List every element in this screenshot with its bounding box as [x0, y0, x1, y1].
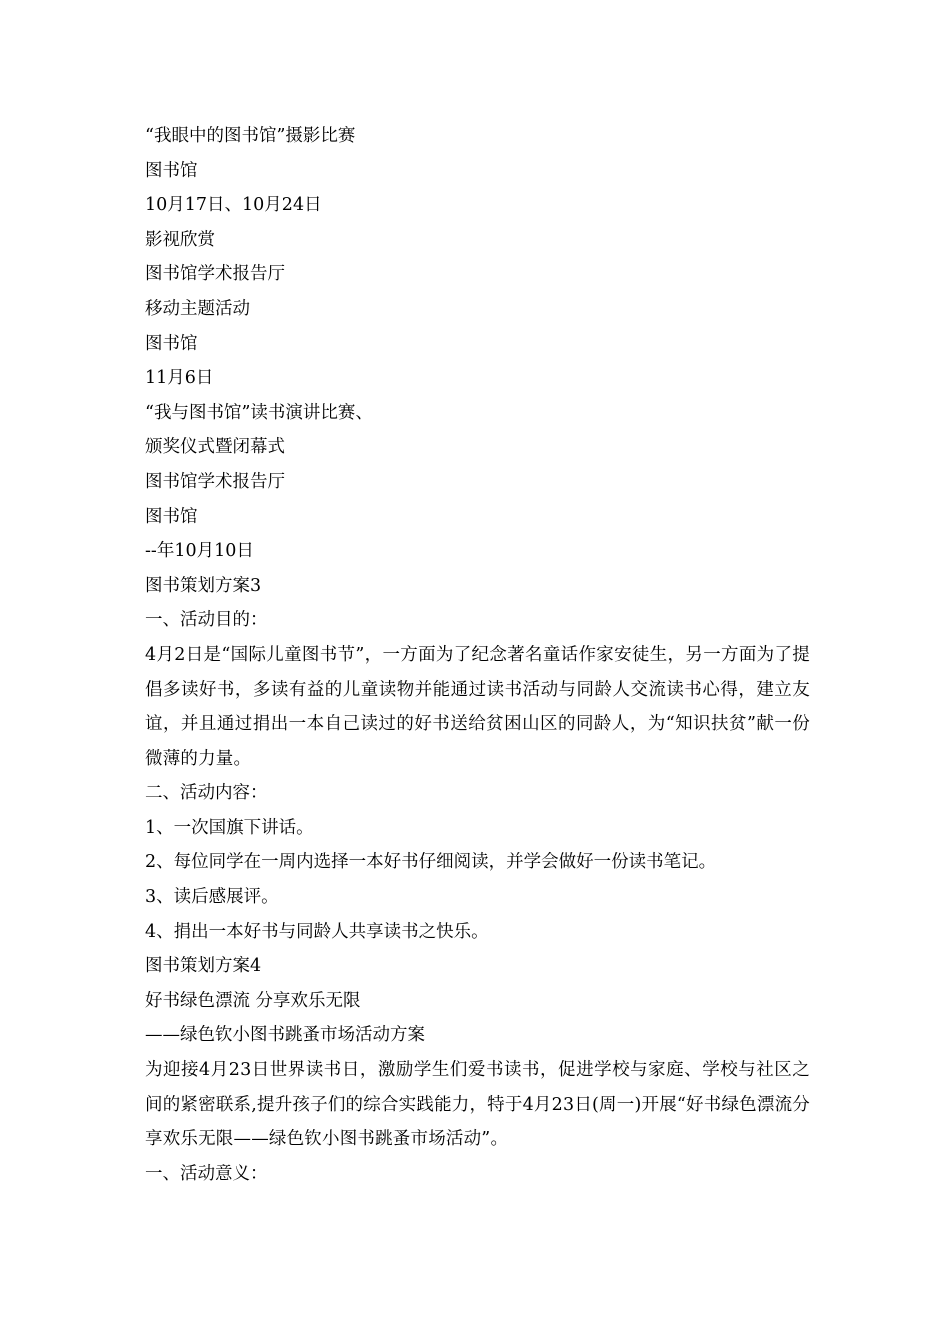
text-line: 11月6日 [145, 368, 214, 389]
purpose-paragraph: 4月2日是“国际儿童图书节”，一方面为了纪念著名童话作家安徒生，另一方面为了提倡多读好书，多读有益的儿童读物并能通过读书活动与同龄人交流读书心得，建立友谊，并且通过捐出一本自己读过的好书送给贫困山区的同龄人，为“知识扶贫”献一份微薄的力量。 [145, 644, 810, 769]
list-item: 3、读后感展评。 [145, 887, 279, 908]
text-line: 好书绿色漂流 分享欢乐无限 [145, 990, 361, 1011]
list-item: 1、一次国旗下讲话。 [145, 817, 314, 838]
text-line: ——绿色钦小图书跳蚤市场活动方案 [145, 1025, 425, 1046]
section-title: 图书策划方案3 [145, 575, 262, 596]
section-heading: 一、活动意义： [145, 1163, 268, 1184]
text-line: 图书馆 [145, 160, 198, 181]
text-line: “我与图书馆”读书演讲比赛、 [145, 402, 373, 423]
text-line: “我眼中的图书馆”摄影比赛 [145, 126, 356, 146]
document-body [145, 119, 810, 1191]
section-title: 图书策划方案4 [145, 956, 262, 977]
section-heading: 二、活动内容： [145, 783, 268, 804]
text-line: 影视欣赏 [145, 229, 215, 250]
intro-paragraph: 为迎接4月23日世界读书日，激励学生们爱书读书，促进学校与家庭、学校与社区之间的紧密联系,提升孩子们的综合实践能力，特于4月23日(周一)开展“好书绿色漂流分享欢乐无限——绿色钦小图书跳蚤市场活动”。 [145, 1060, 810, 1150]
list-item: 2、每位同学在一周内选择一本好书仔细阅读，并学会做好一份读书笔记。 [145, 852, 717, 873]
text-line: --年10月10日 [145, 541, 254, 562]
text-line: 10月17日、10月24日 [145, 195, 322, 216]
section-heading: 一、活动目的： [145, 610, 268, 631]
text-line: 图书馆 [145, 506, 198, 527]
list-item: 4、捐出一本好书与同龄人共享读书之快乐。 [145, 921, 489, 942]
text-line: 移动主题活动 [145, 298, 250, 319]
text-line: 图书馆学术报告厅 [145, 471, 285, 492]
text-line: 图书馆 [145, 333, 198, 354]
text-line: 颁奖仪式暨闭幕式 [145, 437, 285, 458]
text-line: 图书馆学术报告厅 [145, 264, 285, 285]
